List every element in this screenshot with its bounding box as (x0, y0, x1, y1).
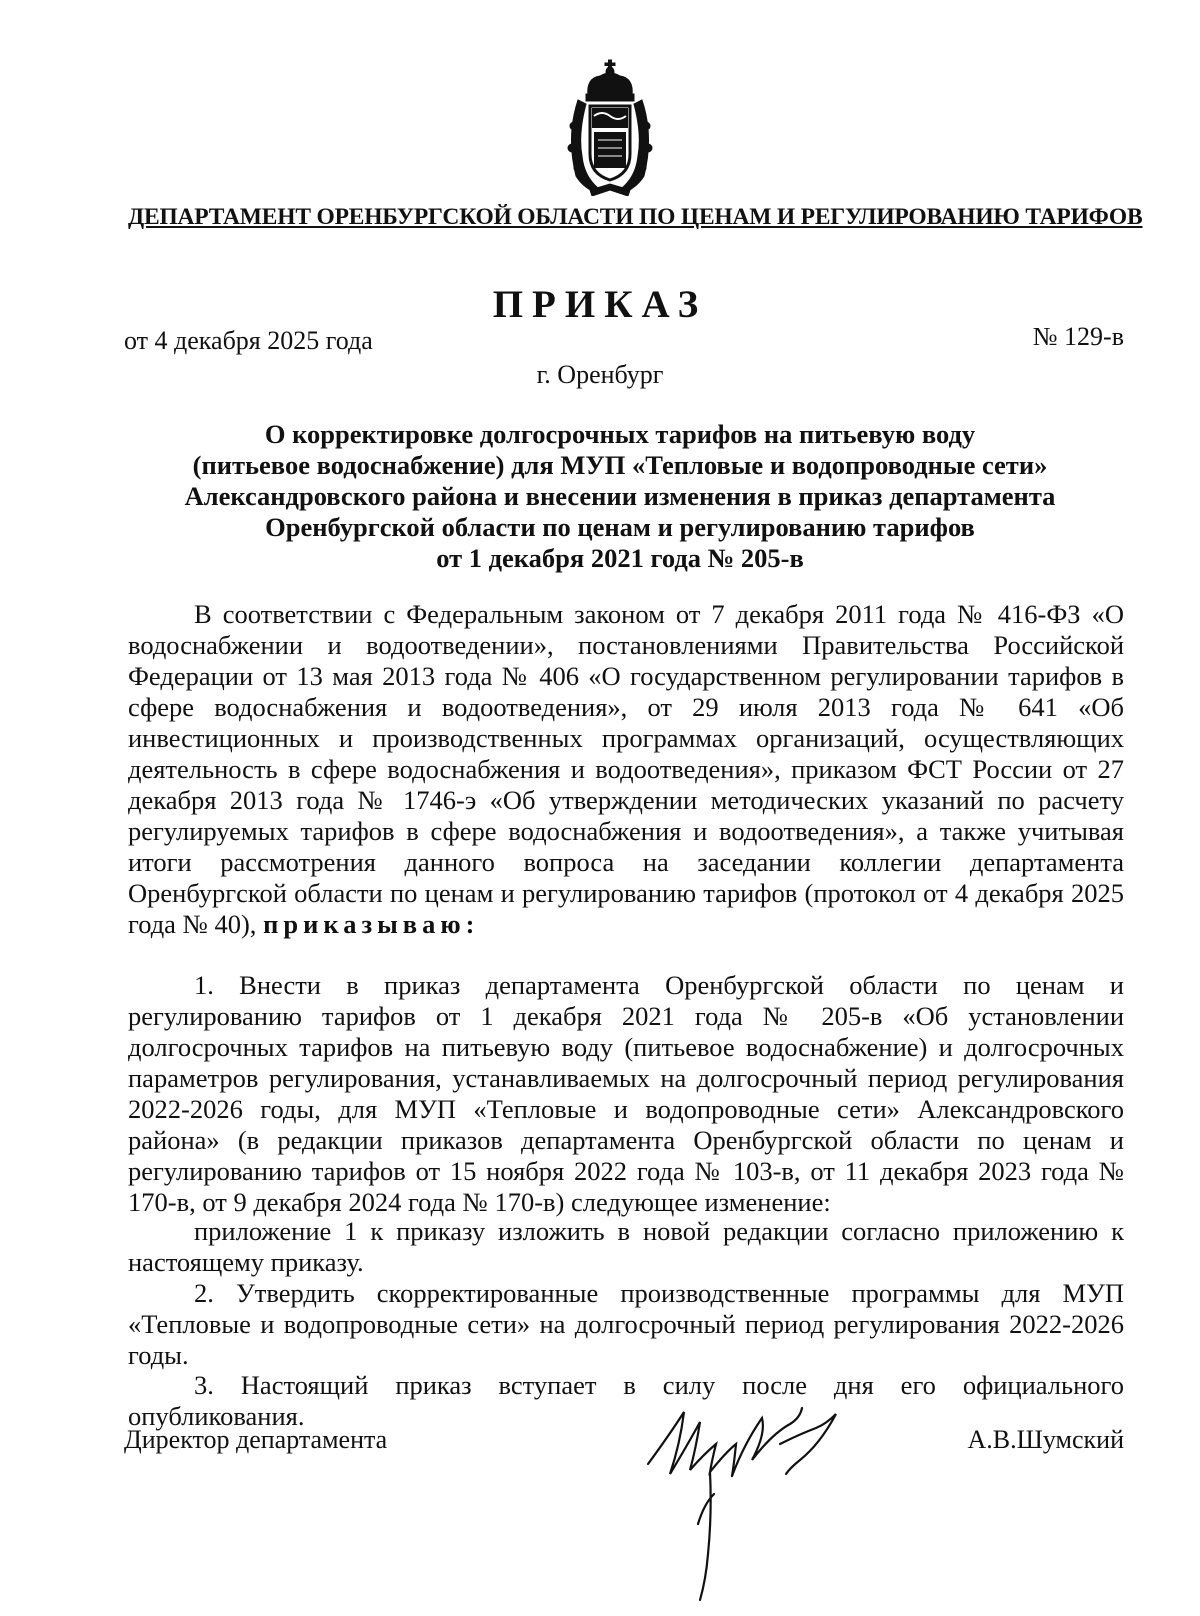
order-item-1-subclause: приложение 1 к приказу изложить в новой редакции согласно приложению к настоящему приказу. (128, 1216, 1124, 1277)
document-type-title: ПРИКАЗ (492, 283, 708, 326)
signatory-name: А.В.Шумский (967, 1425, 1124, 1454)
heading-line: от 1 декабря 2021 года № 205-в (436, 543, 804, 573)
preamble-text: В соответствии с Федеральным законом от 7 декабря 2011 года № 416-ФЗ «О водоснабжении и водоотведении», постановлениями Правительства Российской Федерации от 13 мая 2013 года № 406 «О государственном регулировании тарифов в сфере водоснабжения и водоотведения», от 29 июля 2013 года № 641 «Об инвестиционных и производственных программах организаций, осуществляющих деятельность в сфере водоснабжения и водоотведения», приказом ФСТ России от 27 декабря 2013 года № 1746-э «Об утверждении методических указаний по расчету регулируемых тарифов в сфере водоснабжения и водоотведения», а также учитывая итоги рассмотрения данного вопроса на заседании коллегии департамента Оренбургской области по ценам и регулированию тарифов (протокол от 4 декабря 2025 года № 40), (128, 599, 1124, 939)
order-item-3: 3. Настоящий приказ вступает в силу после дня его официального опубликования. (128, 1370, 1124, 1431)
order-item-1: 1. Внести в приказ департамента Оренбургской области по ценам и регулированию тарифов от 1 декабря 2021 года № 205-в «Об установлении долгосрочных тарифов на питьевую воду (питьевое водоснабжение) и долгосрочных параметров регулирования, устанавливаемых на долгосрочный период регулирования 2022-2026 годы, для МУП «Тепловые и водопроводные сети» Александровского района» (в редакции приказов департамента Оренбургской области по ценам и регулированию тарифов от 15 ноября 2022 года № 103-в, от 11 декабря 2023 года № 170-в, от 9 декабря 2024 года № 170-в) следующее изменение: (128, 970, 1124, 1217)
heading-line: Оренбургской области по ценам и регулированию тарифов (265, 512, 975, 542)
preamble-paragraph (128, 599, 1124, 940)
heading-line: (питьевое водоснабжение) для МУП «Тепловые и водопроводные сети» (192, 450, 1048, 480)
signatory-position: Директор департамента (124, 1425, 388, 1454)
order-item-2: 2. Утвердить скорректированные производственные программы для МУП «Тепловые и водопроводные сети» на долгосрочный период регулирования 2022-2026 годы. (128, 1278, 1124, 1370)
heading-line: О корректировке долгосрочных тарифов на питьевую воду (264, 419, 976, 449)
order-city: г. Оренбург (536, 360, 664, 389)
heading-line: Александровского района и внесении изменения в приказ департамента (184, 481, 1056, 511)
handwritten-signature (640, 1404, 860, 1604)
order-date: от 4 декабря 2025 года (124, 326, 373, 355)
order-number: № 129-в (1032, 322, 1124, 351)
order-word: приказываю: (263, 909, 480, 939)
order-heading (150, 419, 1090, 574)
department-name: ДЕПАРТАМЕНТ ОРЕНБУРГСКОЙ ОБЛАСТИ ПО ЦЕНАМ И РЕГУЛИРОВАНИЮ ТАРИФОВ (128, 204, 1143, 230)
coat-of-arms-emblem (564, 56, 656, 196)
